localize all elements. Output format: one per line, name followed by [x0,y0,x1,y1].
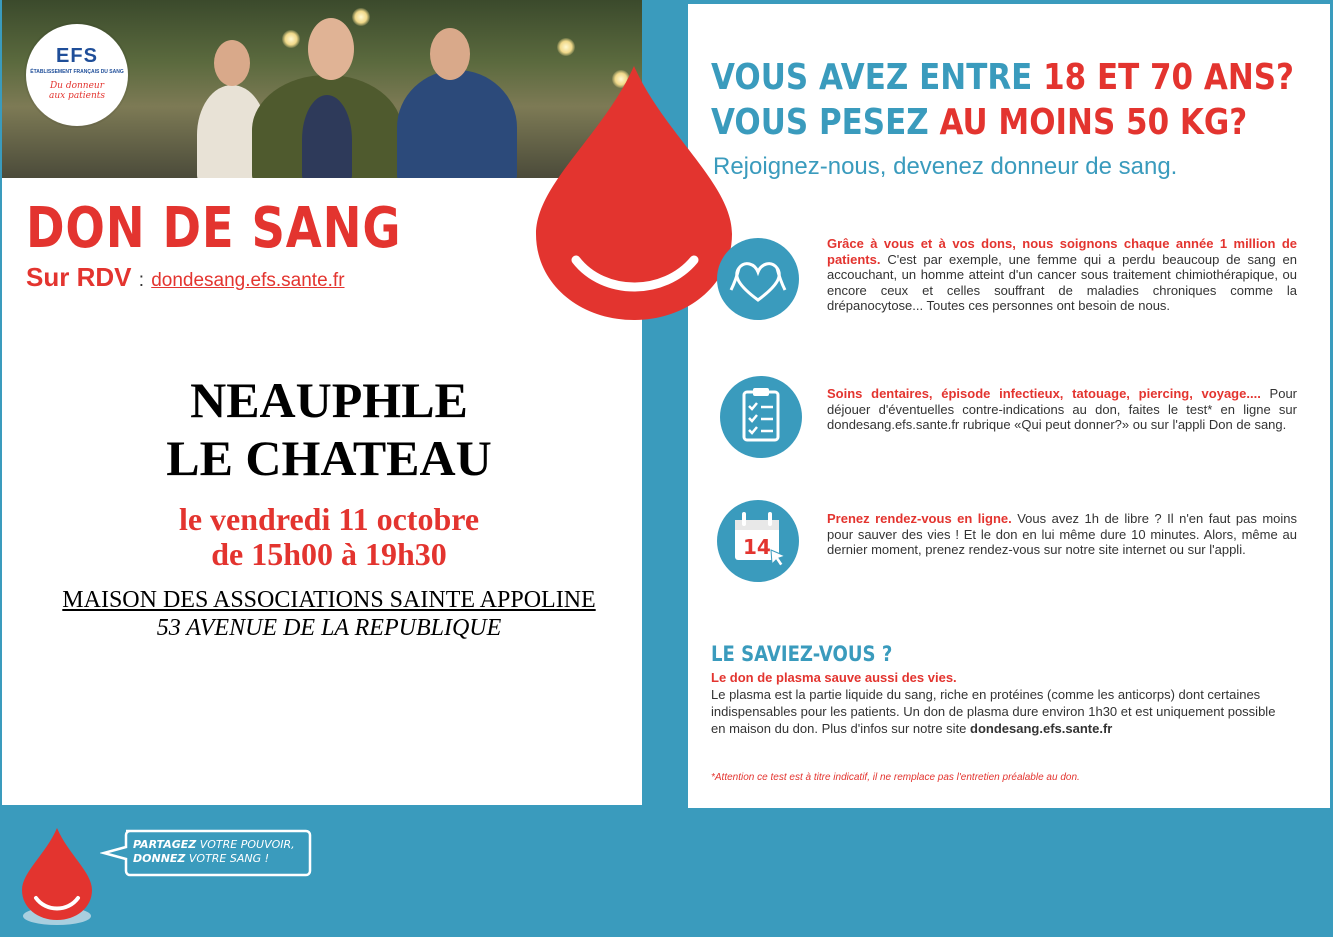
question-weight-highlight: AU MOINS 50 KG? [939,102,1248,143]
join-tagline: Rejoignez-nous, devenez donneur de sang. [713,153,1178,180]
event-venue: MAISON DES ASSOCIATIONS SAINTE APPOLINE [62,587,596,613]
logo-slogan-line2: aux patients [48,91,106,101]
event-address: 53 AVENUE DE LA REPUBLIQUE [156,615,502,641]
rdv-colon: : [138,270,144,291]
logo-brand: EFS [56,45,98,67]
heart-hands-icon [717,238,799,320]
rdv-link[interactable]: dondesang.efs.sante.fr [151,270,345,291]
town-line-2: LE CHATEAU [166,430,492,486]
info-paragraph-patients [827,236,1297,314]
question-age-highlight: 18 ET 70 ANS? [1043,57,1294,98]
slogan-partagez: PARTAGEZ [133,838,197,851]
info-text: Pour déjouer d'éventuelles contre-indications au don, faites le test* en ligne sur dondesang.efs.sante.fr rubrique «Qui peut donner?» ou sur l'appli Don de sang. [827,386,1298,432]
blood-drop-small-icon [18,826,96,926]
efs-logo [26,24,128,126]
plasma-body: Le plasma est la partie liquide du sang, riche en protéines (comme les anticorps) dont certaines indispensables pour les patients. Un don de plasma dure environ 1h30 et est uniquement possible en maison du don. Plus d'infos sur notre site [711,687,1276,736]
checklist-icon [720,376,802,458]
calendar-icon [717,500,799,582]
info-highlight: Grâce à vous et à vos dons, nous soignons chaque année 1 million de patients. [827,236,1297,267]
info-highlight: Soins dentaires, épisode infectieux, tatouage, piercing, voyage.... [827,386,1261,401]
rdv-line [26,262,345,293]
footnote: *Attention ce test est à titre indicatif, il ne remplace pas l'entretien préalable au don. [711,772,1080,783]
info-text: C'est par exemple, une femme qui a perdu beaucoup de sang en accouchant, un homme atteint d'un cancer sous traitement chimiothérapique, ou encore ceux et celles souffrant de maladies chroniques comme la drépanocytose... Toutes ces personnes ont besoin de nous. [827,251,1297,313]
info-highlight: Prenez rendez-vous en ligne. [827,511,1012,526]
logo-subtitle: ÉTABLISSEMENT FRANÇAIS DU SANG [30,69,124,75]
question-age [711,58,1294,98]
town-line-1: NEAUPHLE [190,372,468,428]
question-weight [711,103,1247,143]
plasma-text [711,686,1291,737]
slogan-line2-rest: VOTRE SANG ! [185,852,270,865]
logo-slogan [26,81,128,101]
plasma-link[interactable]: dondesang.efs.sante.fr [970,721,1113,736]
question-age-prefix: VOUS AVEZ ENTRE [711,57,1044,98]
logo-slogan-line1: Du donneur [49,81,105,91]
rdv-label: Sur RDV [26,262,132,292]
question-weight-prefix: VOUS PESEZ [711,102,940,143]
event-hours: de 15h00 à 19h30 [211,536,447,572]
plasma-title: Le don de plasma sauve aussi des vies. [711,670,957,685]
info-paragraph-appointment [827,511,1297,558]
page-title: DON DE SANG [26,196,402,261]
info-paragraph-eligibility [827,386,1297,433]
calendar-day: 14 [743,535,771,559]
blood-drop-icon [534,64,734,322]
footer-slogan [133,838,295,866]
slogan-line1-rest: VOTRE POUVOIR, [196,838,295,851]
slogan-donnez: DONNEZ [133,852,186,865]
event-date: le vendredi 11 octobre [178,501,480,537]
did-you-know-title: LE SAVIEZ-VOUS ? [711,642,893,666]
info-text: Vous avez 1h de libre ? Il n'en faut pas moins pour sauver des vies ! Et le don en lui même dure 10 minutes. Alors, même au dernier moment, prenez rendez-vous sur notre site internet ou sur l'appli. [827,511,1297,557]
